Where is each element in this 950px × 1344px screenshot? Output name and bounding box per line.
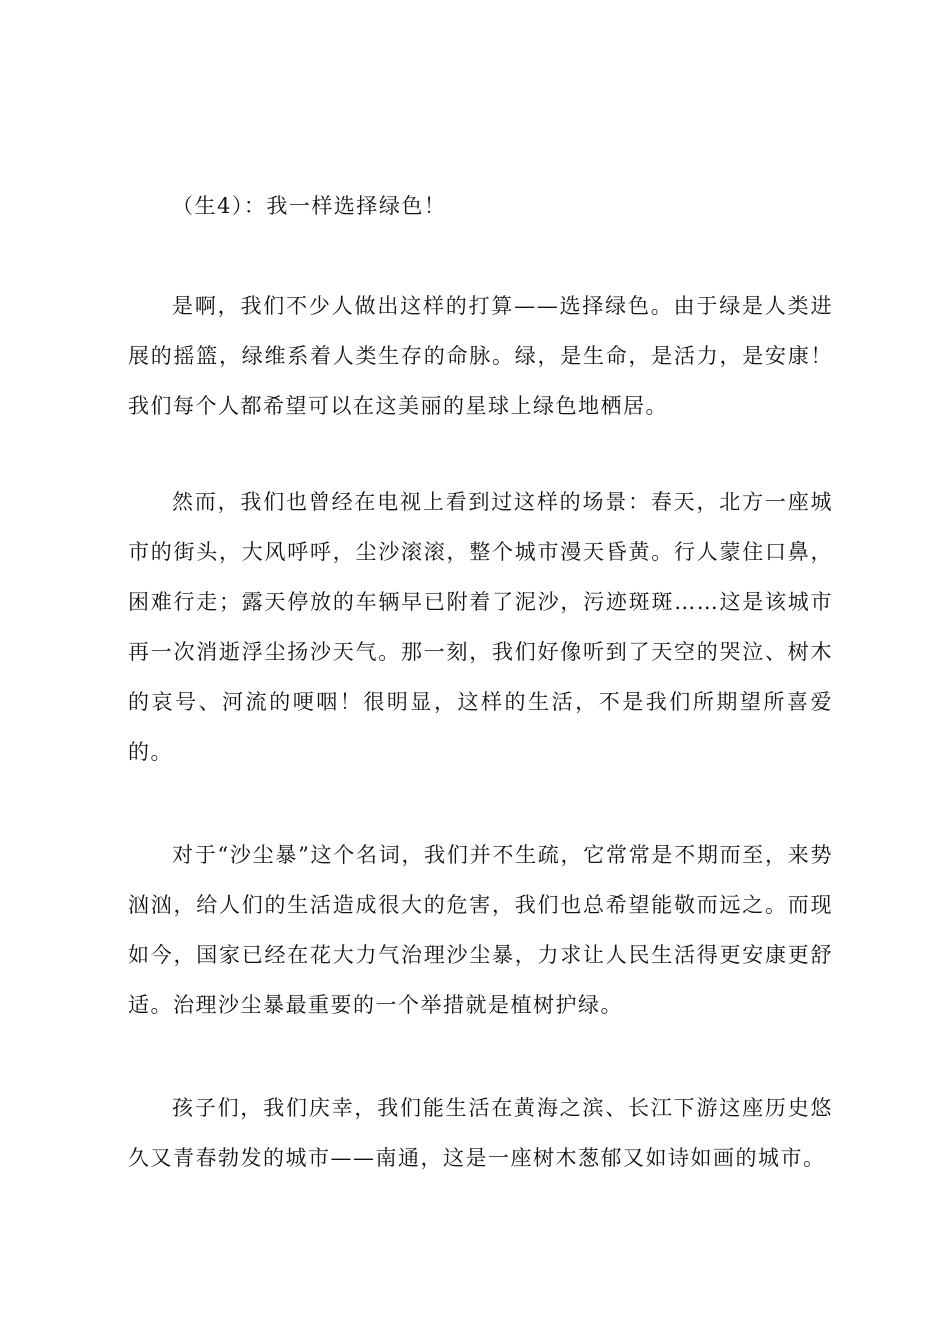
paragraph-nantong-city: 孩子们，我们庆幸，我们能生活在黄海之滨、长江下游这座历史悠久又青春勃发的城市——南通，这是一座树木葱郁又如诗如画的城市。 — [128, 1096, 833, 1170]
paragraph-choose-green: 是啊，我们不少人做出这样的打算——选择绿色。由于绿是人类进展的摇篮，绿维系着人类生存的命脉。绿，是生命，是活力，是安康！我们每个人都希望可以在这美丽的星球上绿色地栖居。 — [128, 294, 833, 418]
paragraph-sandstorm-governance: 对于“沙尘暴”这个名词，我们并不生疏，它常常是不期而至，来势汹汹，给人们的生活造成很大的危害，我们也总希望能敬而远之。而现如今，国家已经在花大力气治理沙尘暴，力求让人民生活得更安康更舒适。治理沙尘暴最重要的一个举措就是植树护绿。 — [128, 843, 833, 1017]
paragraph-sandstorm-scene: 然而，我们也曾经在电视上看到过这样的场景：春天，北方一座城市的街头，大风呼呼，尘沙滚滚，整个城市漫天昏黄。行人蒙住口鼻，困难行走；露天停放的车辆早已附着了泥沙，污迹斑斑……这是该城市再一次消逝浮尘扬沙天气。那一刻，我们好像听到了天空的哭泣、树木的哀号、河流的哽咽！很明显，这样的生活，不是我们所期望所喜爱的。 — [128, 490, 833, 764]
paragraph-student-4: （生4）：我一样选择绿色！ — [172, 194, 447, 218]
